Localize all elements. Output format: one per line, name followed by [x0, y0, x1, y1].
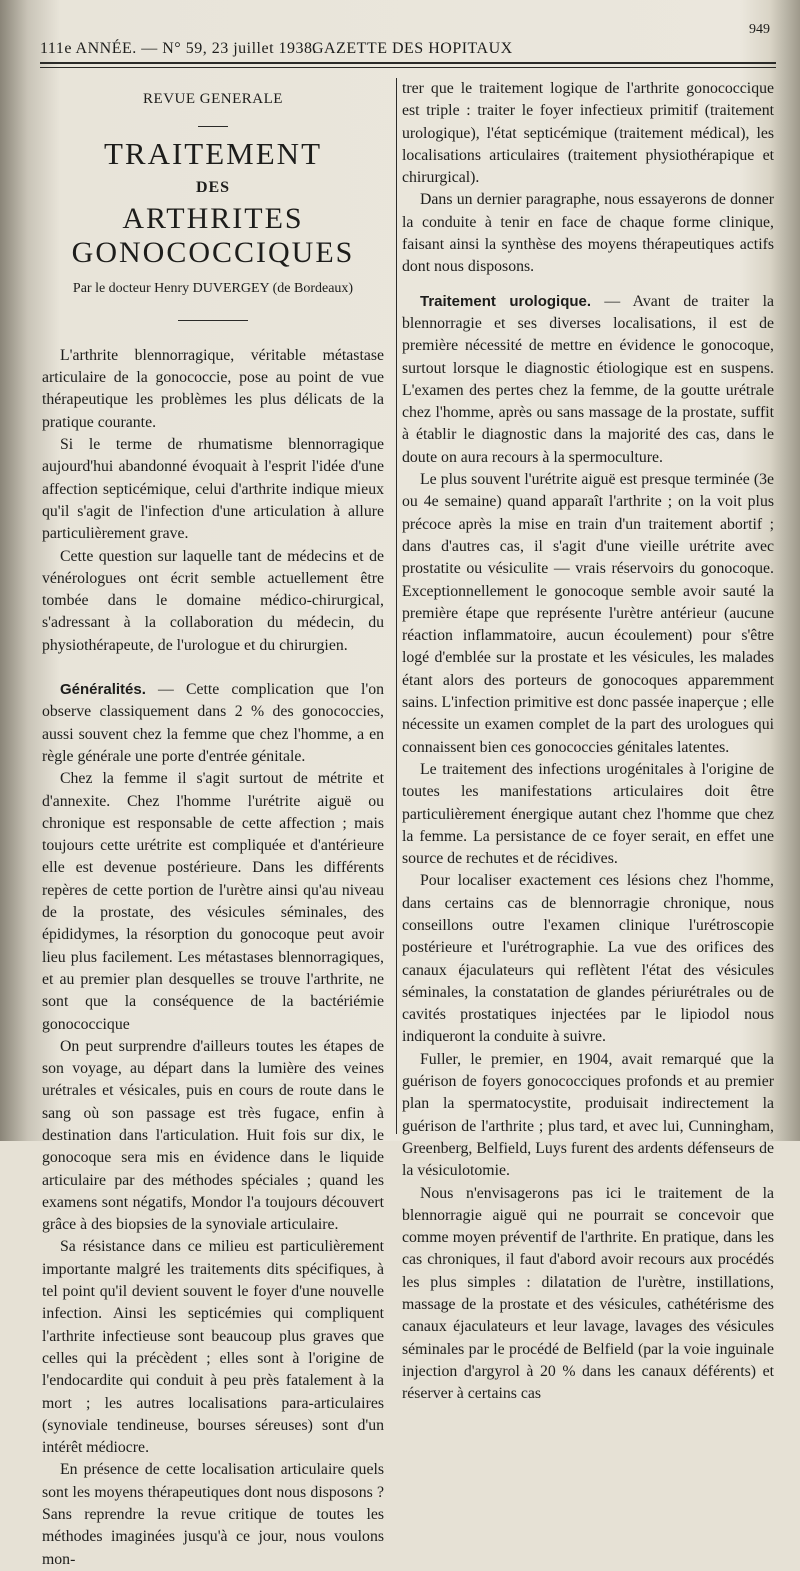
paragraph: Le plus souvent l'urétrite aiguë est presque terminée (3e ou 4e semaine) quand apparaît l'arthrite ; on la voit plus précoce après la mise en train d'un traitement abortif ; dans d'autres cas, il s'agit d'une vieille urétrite avec prostatite ou vésiculite — vrais réservoirs du gonocoque. Exceptionnellement le gonocoque semble avoir sauté la première étape que représente l'urètre antérieur (aucune réaction inflammatoire, aucun écoulement) pour s'être logé d'emblée sur la prostate et les vésicules, les malades étant alors des porteurs de gonocoques apparemment sains. L'infection primitive est donc passée inaperçue ; elle nécessite un examen complet de la part des urologues qui connaissent bien ces gonococcies génitales latentes.: [402, 471, 774, 756]
paragraph: [402, 291, 774, 469]
article-title: TRAITEMENT: [103, 136, 323, 172]
article-title-connector: DES: [195, 179, 231, 197]
paragraph: Chez la femme il s'agit surtout de métrite et d'annexite. Chez l'homme l'urétrite aiguë ou chronique est responsable de cette affection ; mais toujours cette urétrite est compliquée et d'antérieure elle est devenue postérieure. Dans les différents repères de cette portion de l'urètre ainsi qu'au niveau de la prostate, des vésicules séminales, des épididymes, la résorption du gonocoque peut avoir lieu plus facilement. Les métastases blennorragiques, et au premier plan desquelles se trouve l'arthrite, ne sont que la conséquence de la bactériémie gonococcique: [42, 770, 384, 1033]
paragraph: trer que le traitement logique de l'arthrite gonococcique est triple : traiter le foyer infectieux primitif (traitement urologique), l'état septicémique (traitement médical), les localisations articulaires (traitement physiothérapique et chirurgical).: [402, 80, 774, 187]
article-subtitle: ARTHRITES GONOCOCCIQUES: [71, 201, 355, 269]
paragraph: On peut surprendre d'ailleurs toutes les étapes de son voyage, au départ dans la lumière des veines urétrales et vésicales, puis en cours de route dans le sang où son passage est très fugace, enfin à destination dans l'articulation. Huit fois sur dix, le gonocoque sera mis en évidence dans le liquide articulaire par des méthodes spéciales ; quand les examens sont négatifs, Mondor l'a toujours découvert grâce à des biopsies de la synoviale articulaire.: [42, 1037, 384, 1234]
left-column: [42, 78, 384, 1571]
paragraph: Pour localiser exactement ces lésions chez l'homme, dans certains cas de blennorragie chronique, nous conseillons outre l'examen clinique l'urétroscopie postérieure et l'urétrographie. La vue des orifices des canaux éjaculateurs qui reflètent l'état des vésicules séminales, la constatation de glandes périurétrales ou de cavités prostatiques injectées par le lipiodol nous indiqueront la conduite à suivre.: [402, 872, 774, 1046]
paragraph: Dans un dernier paragraphe, nous essayerons de donner la conduite à tenir en face de chaque forme clinique, faisant ainsi la synthèse des moyens thérapeutiques actifs dont nous disposons.: [402, 191, 774, 276]
divider: [178, 320, 248, 321]
page-number: 949: [749, 22, 770, 37]
column-divider: [396, 78, 397, 1134]
paragraph: Si le terme de rhumatisme blennorragique aujourd'hui abandonné évoquait à l'esprit l'idée d'une affection septicémique, celui d'arthrite indique mieux qu'il s'agit de l'infection d'une articulation à allure particulièrement grave.: [42, 436, 384, 543]
paragraph: [42, 679, 384, 768]
section-kicker: REVUE GENERALE: [143, 91, 283, 107]
paragraph: Fuller, le premier, en 1904, avait remarqué que la guérison de foyers gonococciques profonds et au premier plan la spermatocystite, produisait indirectement la guérison de l'arthrite ; plus tard, et avec lui, Cunningham, Greenberg, Belfield, Luys furent des ardents défenseurs de la vésiculotomie.: [402, 1050, 774, 1180]
journal-title: GAZETTE DES HOPITAUX: [312, 40, 513, 57]
issue-line: 111e ANNÉE. — N° 59, 23 juillet 1938.: [40, 40, 318, 57]
spacer: [402, 279, 774, 291]
spacer: [42, 657, 384, 679]
section-heading: Généralités.: [60, 681, 146, 699]
divider: [198, 126, 228, 127]
paragraph-text: — Cette complication que l'on observe classiquement dans 2 % des gonococcies, aussi souvent chez la femme que chez l'homme, a en règle générale une porte d'entrée génitale.: [42, 681, 384, 765]
paragraph-text: — Avant de traiter la blennorragie et ses diverses localisations, il est de première nécessité de mettre en évidence le gonocoque, surtout lorsque le diagnostic étiologique est en suspens. L'examen des pertes chez la femme, de la goutte urétrale chez l'homme, après ou sans massage de la prostate, suffit à établir le diagnostic dans la majorité des cas, dans le doute on aura recours à la spermoculture.: [402, 292, 774, 466]
paragraph: Cette question sur laquelle tant de médecins et de vénérologues ont écrit semble actuellement être tombée dans le domaine médico-chirurgical, s'adressant à la collaboration du médecin, du physiothérapeute, de l'urologue et du chirurgien.: [42, 547, 384, 654]
paragraph: Le traitement des infections urogénitales à l'origine de toutes les manifestations articulaires doit être particulièrement énergique autant chez l'homme que chez la femme. La persistance de ce foyer serait, en effet une source de rechutes et de récidives.: [402, 760, 774, 868]
paragraph: Sa résistance dans ce milieu est particulièrement importante malgré les traitements dits spécifiques, à tel point qu'il devient souvent le foyer d'une nouvelle infection. Ainsi les septicémies qui compliquent l'arthrite infectieuse sont beaucoup plus graves que celles qui la précèdent ; elles sont à l'origine de l'endocardite qui conduit à peu près fatalement à la mort ; les autres localisations para-articulaires (synoviale tendineuse, bourses séreuses) sont d'un intérêt médiocre.: [42, 1238, 384, 1457]
right-column: [402, 78, 774, 1406]
page-header: [40, 22, 776, 64]
header-rule: [40, 67, 776, 68]
byline: Par le docteur Henry DUVERGEY (de Bordeaux): [72, 280, 354, 296]
paragraph: Nous n'envisagerons pas ici le traitement de la blennorragie aiguë qui ne pourrait se concevoir que comme moyen préventif de l'arthrite. En pratique, dans les cas chroniques, il faut d'abord avoir recours aux procédés les plus simples : dilatation de l'urètre, instillations, massage de la prostate et des vésicules, cathétérisme des canaux éjaculateurs et leur lavage, lavages des vésicules séminales par le procédé de Belfield (par la voie inguinale injection d'argyrol à 20 % dans les canaux déférents) et réserver à certains cas: [402, 1184, 774, 1403]
paragraph: En présence de cette localisation articulaire quels sont les moyens thérapeutiques dont nous disposons ? Sans reprendre la revue critique de toutes les méthodes imaginées jusqu'à ce jour, nous voulons mon-: [42, 1461, 384, 1568]
paragraph: L'arthrite blennorragique, véritable métastase articulaire de la gonococcie, pose au point de vue thérapeutique les problèmes les plus délicats de la pratique courante.: [42, 346, 384, 431]
section-heading: Traitement urologique.: [420, 292, 592, 310]
